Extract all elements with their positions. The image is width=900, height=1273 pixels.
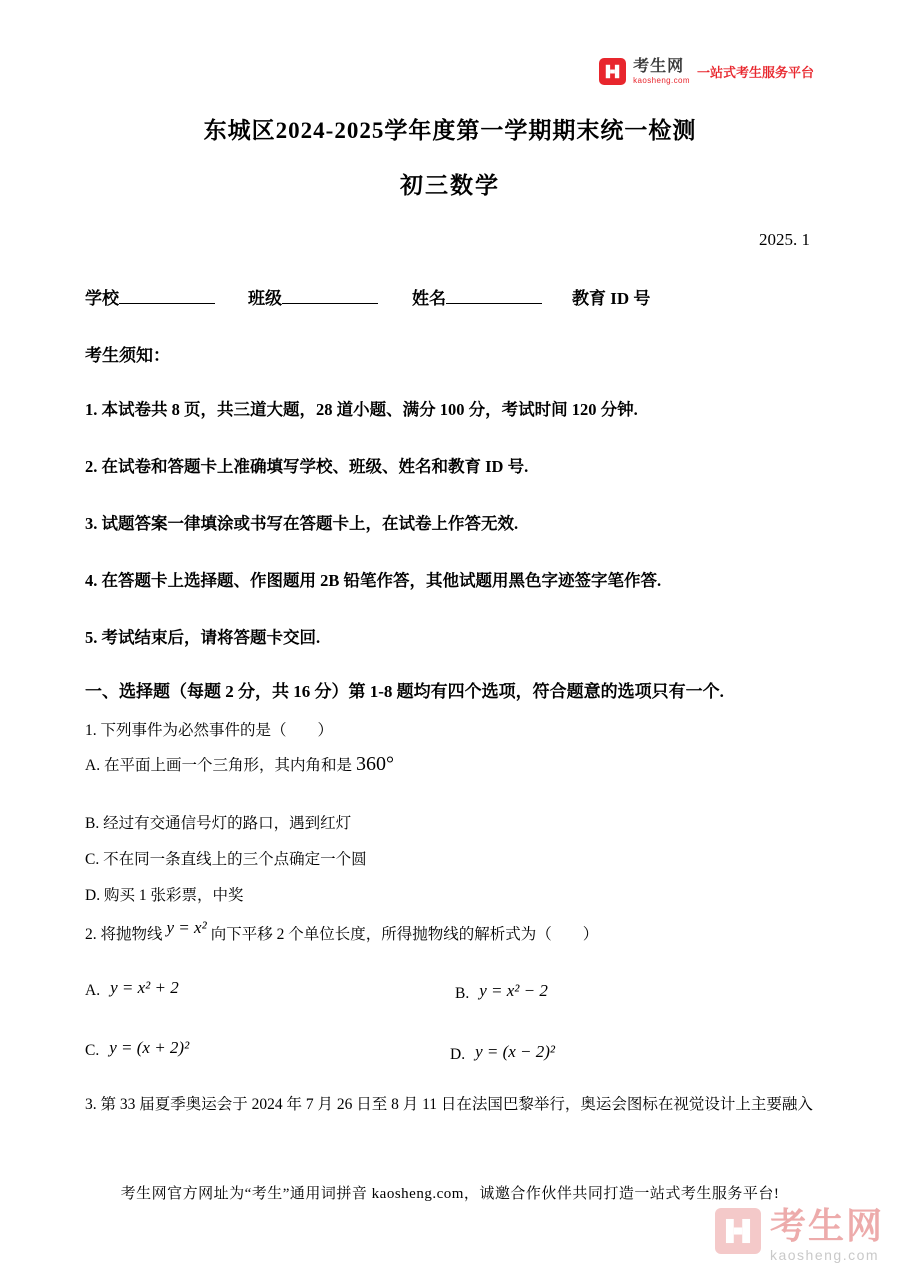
school-label: 学校 xyxy=(85,289,119,308)
question-3-stem: 3. 第 33 届夏季奥运会于 2024 年 7 月 26 日至 8 月 11 日在法国巴黎举行，奥运会图标在视觉设计上主要融入 xyxy=(85,1096,813,1113)
question-2-option-c xyxy=(85,1040,189,1060)
notice-item-3: 3. 试题答案一律填涂或书写在答题卡上，在试卷上作答无效. xyxy=(85,514,519,533)
footer-text: 考生网官方网址为“考生”通用词拼音 kaosheng.com，诚邀合作伙伴共同打造一站式考生服务平台! xyxy=(120,1186,780,1202)
exam-date: 2025. 1 xyxy=(759,230,810,249)
name-blank-line xyxy=(446,287,542,304)
question-1-option-d: D. 购买 1 张彩票，中奖 xyxy=(85,887,244,904)
class-field xyxy=(248,284,378,309)
q1-option-a-text: A. 在平面上画一个三角形，其内角和是 xyxy=(85,757,352,774)
q2-option-b-formula: y = x² − 2 xyxy=(479,981,548,1000)
notice-item-4: 4. 在答题卡上选择题、作图题用 2B 铅笔作答，其他试题用黑色字迹签字笔作答. xyxy=(85,571,662,590)
q2-option-d-formula: y = (x − 2)² xyxy=(475,1042,556,1061)
notice-item-5: 5. 考试结束后，请将答题卡交回. xyxy=(85,628,321,647)
q2-option-b-label: B. xyxy=(455,985,470,1002)
q2-option-c-formula: y = (x + 2)² xyxy=(109,1038,190,1057)
student-info-row xyxy=(85,284,825,310)
kaosheng-watermark-icon xyxy=(715,1208,761,1254)
watermark-text-block xyxy=(769,1205,884,1263)
question-2-option-d xyxy=(450,1044,555,1064)
name-field xyxy=(412,284,542,309)
question-1-option-c: C. 不在同一条直线上的三个点确定一个圆 xyxy=(85,851,367,868)
watermark-domain: kaosheng.com xyxy=(769,1247,880,1263)
question-1-stem: 1. 下列事件为必然事件的是（ ） xyxy=(85,722,334,739)
notice-heading: 考生须知： xyxy=(85,346,170,365)
question-2-option-b xyxy=(455,983,548,1003)
question-2-stem xyxy=(85,918,599,944)
question-1-option-a xyxy=(85,753,394,776)
logo-text-block xyxy=(633,59,690,85)
edu-id-field xyxy=(572,284,650,309)
logo-domain-text: kaosheng.com xyxy=(633,75,690,85)
page-title: 东城区2024-2025学年度第一学期期末统一检测 xyxy=(203,118,697,143)
q2-option-c-label: C. xyxy=(85,1042,100,1059)
logo-tagline: 一站式考生服务平台 xyxy=(696,65,814,80)
logo-brand-name: 考生网 xyxy=(633,57,685,75)
q2-stem-prefix: 2. 将抛物线 xyxy=(85,926,163,943)
watermark-brand: 考生网 xyxy=(769,1205,884,1246)
question-1-option-b: B. 经过有交通信号灯的路口，遇到红灯 xyxy=(85,815,352,832)
q2-option-a-label: A. xyxy=(85,982,101,999)
notice-item-1: 1. 本试卷共 8 页，共三道大题，28 道小题、满分 100 分，考试时间 120 分钟. xyxy=(85,400,638,419)
school-field xyxy=(85,284,215,309)
class-blank-line xyxy=(282,287,378,304)
notice-item-2: 2. 在试卷和答题卡上准确填写学校、班级、姓名和教育 ID 号. xyxy=(85,457,529,476)
class-label: 班级 xyxy=(248,289,282,308)
q2-option-a-formula: y = x² + 2 xyxy=(110,978,179,997)
kaosheng-watermark xyxy=(715,1205,884,1263)
edu-id-label: 教育 ID 号 xyxy=(572,289,651,308)
q2-stem-suffix: 向下平移 2 个单位长度，所得抛物线的解析式为（ ） xyxy=(210,926,599,943)
q1-option-a-math: 360° xyxy=(355,753,394,775)
question-2-option-a xyxy=(85,980,179,1000)
name-label: 姓名 xyxy=(412,289,446,308)
kaosheng-logo xyxy=(599,58,814,85)
kaosheng-logo-icon xyxy=(599,58,626,85)
page-subtitle: 初三数学 xyxy=(400,173,500,198)
q2-option-d-label: D. xyxy=(450,1046,466,1063)
school-blank-line xyxy=(119,287,215,304)
q2-stem-formula: y = x² xyxy=(166,918,207,937)
section-1-heading: 一、选择题（每题 2 分，共 16 分）第 1-8 题均有四个选项，符合题意的选项只有一个. xyxy=(85,682,724,701)
